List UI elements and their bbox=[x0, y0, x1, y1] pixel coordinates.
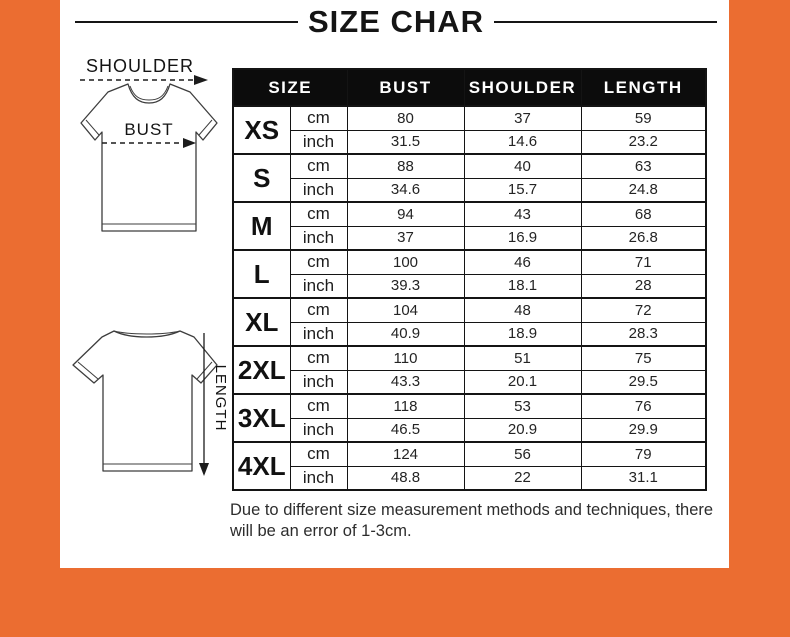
tshirt-back-outline bbox=[73, 331, 217, 471]
column-header-length: LENGTH bbox=[581, 69, 706, 106]
unit-label-inch: inch bbox=[290, 466, 347, 490]
size-label-2xl: 2XL bbox=[233, 346, 290, 394]
cell-length-inch: 29.9 bbox=[581, 418, 706, 442]
back-tee-diagram bbox=[68, 323, 233, 513]
cell-bust-cm: 100 bbox=[347, 250, 464, 274]
table-row bbox=[233, 178, 706, 202]
page-title: SIZE CHAR bbox=[307, 4, 485, 39]
unit-label-cm: cm bbox=[290, 154, 347, 178]
cell-length-inch: 29.5 bbox=[581, 370, 706, 394]
unit-label-cm: cm bbox=[290, 106, 347, 130]
cell-length-inch: 28 bbox=[581, 274, 706, 298]
table-row bbox=[233, 346, 706, 370]
bust-label: BUST bbox=[124, 120, 174, 139]
table-row bbox=[233, 394, 706, 418]
table-header-row bbox=[233, 69, 706, 106]
cell-bust-inch: 43.3 bbox=[347, 370, 464, 394]
cell-shoulder-inch: 20.9 bbox=[464, 418, 581, 442]
content-panel bbox=[60, 0, 729, 568]
tshirt-front-outline bbox=[81, 84, 217, 231]
front-tee-drawing bbox=[68, 53, 230, 245]
size-label-xl: XL bbox=[233, 298, 290, 346]
table-row bbox=[233, 202, 706, 226]
measurement-note: Due to different size measurement methods and techniques, there will be an error of 1-3cm. bbox=[230, 501, 714, 541]
table-row bbox=[233, 418, 706, 442]
table-row bbox=[233, 466, 706, 490]
cell-length-inch: 23.2 bbox=[581, 130, 706, 154]
cell-shoulder-cm: 46 bbox=[464, 250, 581, 274]
cell-shoulder-inch: 15.7 bbox=[464, 178, 581, 202]
cell-bust-cm: 80 bbox=[347, 106, 464, 130]
cell-shoulder-cm: 48 bbox=[464, 298, 581, 322]
shoulder-label: SHOULDER bbox=[85, 56, 195, 76]
back-tee-drawing bbox=[68, 323, 233, 513]
cell-bust-inch: 34.6 bbox=[347, 178, 464, 202]
table-row bbox=[233, 106, 706, 130]
unit-label-cm: cm bbox=[290, 346, 347, 370]
cell-length-cm: 71 bbox=[581, 250, 706, 274]
unit-label-inch: inch bbox=[290, 322, 347, 346]
cell-bust-inch: 40.9 bbox=[347, 322, 464, 346]
cell-shoulder-inch: 22 bbox=[464, 466, 581, 490]
title-line-right bbox=[494, 21, 717, 23]
unit-label-inch: inch bbox=[290, 226, 347, 250]
table-row bbox=[233, 154, 706, 178]
table-row bbox=[233, 250, 706, 274]
size-label-m: M bbox=[233, 202, 290, 250]
size-label-4xl: 4XL bbox=[233, 442, 290, 490]
cell-shoulder-cm: 56 bbox=[464, 442, 581, 466]
cell-length-cm: 75 bbox=[581, 346, 706, 370]
cell-length-inch: 31.1 bbox=[581, 466, 706, 490]
cell-bust-cm: 118 bbox=[347, 394, 464, 418]
cell-bust-cm: 104 bbox=[347, 298, 464, 322]
cell-length-inch: 24.8 bbox=[581, 178, 706, 202]
title-line-left bbox=[75, 21, 298, 23]
size-label-s: S bbox=[233, 154, 290, 202]
cell-length-inch: 26.8 bbox=[581, 226, 706, 250]
cell-length-cm: 68 bbox=[581, 202, 706, 226]
size-label-l: L bbox=[233, 250, 290, 298]
cell-shoulder-cm: 43 bbox=[464, 202, 581, 226]
size-table bbox=[232, 68, 707, 491]
length-label: LENGTH bbox=[212, 364, 229, 432]
table-row bbox=[233, 226, 706, 250]
cell-bust-inch: 48.8 bbox=[347, 466, 464, 490]
front-tee-diagram bbox=[68, 53, 230, 245]
column-header-bust: BUST bbox=[347, 69, 464, 106]
table-row bbox=[233, 370, 706, 394]
unit-label-inch: inch bbox=[290, 178, 347, 202]
cell-length-inch: 28.3 bbox=[581, 322, 706, 346]
table-row bbox=[233, 130, 706, 154]
cell-bust-cm: 110 bbox=[347, 346, 464, 370]
table-row bbox=[233, 274, 706, 298]
table-row bbox=[233, 298, 706, 322]
cell-bust-inch: 46.5 bbox=[347, 418, 464, 442]
unit-label-cm: cm bbox=[290, 298, 347, 322]
cell-shoulder-inch: 20.1 bbox=[464, 370, 581, 394]
cell-shoulder-inch: 14.6 bbox=[464, 130, 581, 154]
cell-length-cm: 59 bbox=[581, 106, 706, 130]
column-header-size: SIZE bbox=[233, 69, 347, 106]
unit-label-inch: inch bbox=[290, 370, 347, 394]
cell-length-cm: 76 bbox=[581, 394, 706, 418]
cell-shoulder-cm: 51 bbox=[464, 346, 581, 370]
cell-length-cm: 72 bbox=[581, 298, 706, 322]
size-label-3xl: 3XL bbox=[233, 394, 290, 442]
unit-label-cm: cm bbox=[290, 202, 347, 226]
cell-shoulder-inch: 18.1 bbox=[464, 274, 581, 298]
cell-bust-inch: 39.3 bbox=[347, 274, 464, 298]
shoulder-arrow bbox=[80, 75, 208, 85]
cell-shoulder-cm: 40 bbox=[464, 154, 581, 178]
unit-label-inch: inch bbox=[290, 130, 347, 154]
cell-bust-cm: 94 bbox=[347, 202, 464, 226]
cell-shoulder-inch: 18.9 bbox=[464, 322, 581, 346]
cell-length-cm: 63 bbox=[581, 154, 706, 178]
cell-shoulder-cm: 53 bbox=[464, 394, 581, 418]
cell-shoulder-cm: 37 bbox=[464, 106, 581, 130]
cell-bust-inch: 31.5 bbox=[347, 130, 464, 154]
cell-shoulder-inch: 16.9 bbox=[464, 226, 581, 250]
unit-label-cm: cm bbox=[290, 394, 347, 418]
table-row bbox=[233, 322, 706, 346]
size-label-xs: XS bbox=[233, 106, 290, 154]
cell-bust-cm: 88 bbox=[347, 154, 464, 178]
unit-label-inch: inch bbox=[290, 418, 347, 442]
cell-length-cm: 79 bbox=[581, 442, 706, 466]
column-header-shoulder: SHOULDER bbox=[464, 69, 581, 106]
cell-bust-inch: 37 bbox=[347, 226, 464, 250]
unit-label-cm: cm bbox=[290, 442, 347, 466]
unit-label-inch: inch bbox=[290, 274, 347, 298]
unit-label-cm: cm bbox=[290, 250, 347, 274]
title-bar bbox=[75, 4, 717, 40]
table-row bbox=[233, 442, 706, 466]
cell-bust-cm: 124 bbox=[347, 442, 464, 466]
